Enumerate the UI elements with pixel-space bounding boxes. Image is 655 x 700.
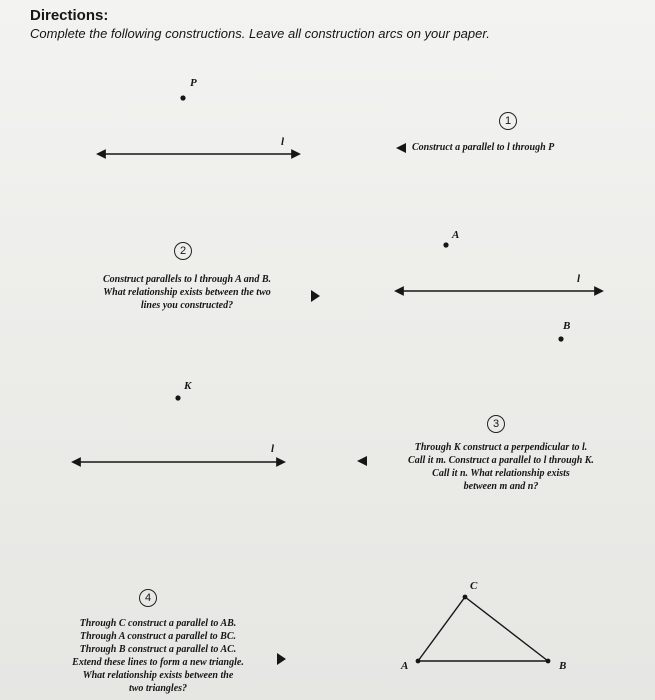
label-point-a-2: A [452, 229, 460, 241]
instruction-line: Construct a parallel to l through P [412, 142, 555, 153]
instruction-line: Through C construct a parallel to AB. [79, 618, 237, 629]
label-point-k: K [184, 380, 192, 392]
label-point-b-2: B [563, 320, 571, 332]
instruction-line: Call it n. What relationship exists [432, 468, 570, 479]
instruction-line: What relationship exists between the [82, 670, 234, 681]
problem-number-4: 4 [139, 589, 157, 607]
label-point-p: P [190, 77, 197, 89]
problem-number-3: 3 [487, 415, 505, 433]
instruction-line: between m and n? [463, 481, 539, 492]
point-p [180, 95, 185, 100]
point-a-problem-2 [443, 242, 448, 247]
label-vertex-a: A [401, 660, 409, 672]
label-vertex-c: C [470, 580, 478, 592]
instruction-line: two triangles? [128, 683, 188, 694]
directions-instructions: Complete the following constructions. Leave all construction arcs on your paper. [30, 26, 490, 41]
pointer-triangle-1 [396, 143, 406, 153]
problem-number-2: 2 [174, 242, 192, 260]
problem-4-instructions [38, 617, 278, 695]
pointer-triangle-2 [311, 290, 320, 302]
label-line-l-2: l [577, 273, 581, 285]
label-vertex-b: B [559, 660, 567, 672]
instruction-line: lines you constructed? [140, 300, 234, 311]
problem-number-1: 1 [499, 112, 517, 130]
pointer-triangle-3 [357, 456, 367, 466]
problem-3-instructions [376, 441, 626, 493]
point-k [175, 395, 180, 400]
instruction-line: Through A construct a parallel to BC. [79, 631, 237, 642]
directions-heading: Directions: [30, 7, 109, 24]
pointer-triangle-4 [277, 653, 286, 665]
vertex-a [416, 659, 421, 664]
instruction-line: What relationship exists between the two [103, 287, 271, 298]
problem-2-instructions [62, 273, 312, 312]
label-line-l-1: l [281, 136, 285, 148]
problem-1-instructions [412, 141, 612, 154]
vertex-b [546, 659, 551, 664]
instruction-line: Call it m. Construct a parallel to l through K. [408, 455, 594, 466]
vertex-c [463, 595, 468, 600]
point-b-problem-2 [558, 336, 563, 341]
instruction-line: Through K construct a perpendicular to l. [414, 442, 588, 453]
instruction-line: Extend these lines to form a new triangle. [72, 657, 244, 668]
label-line-l-3: l [271, 443, 275, 455]
instruction-line: Construct parallels to l through A and B. [102, 274, 272, 285]
instruction-line: Through B construct a parallel to AC. [79, 644, 237, 655]
triangle-abc [418, 597, 548, 661]
